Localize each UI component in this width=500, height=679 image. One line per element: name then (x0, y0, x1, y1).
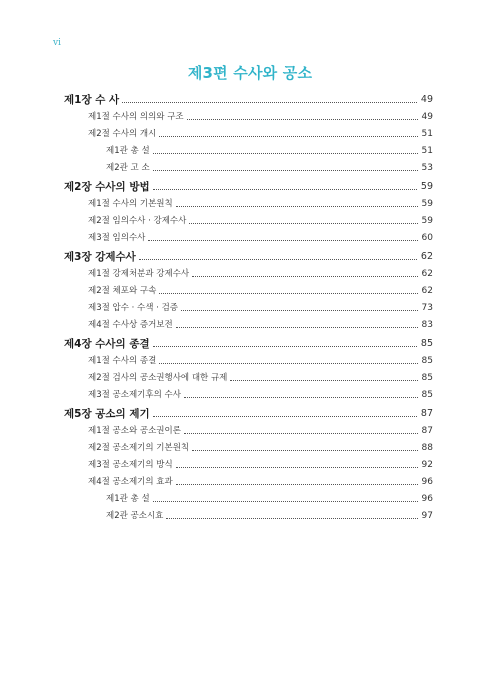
dot-leader (153, 153, 418, 154)
dot-leader (192, 276, 417, 277)
toc-entry-title: 제2절 임의수사 · 강제수사 (88, 216, 187, 226)
toc-entry-title: 제1관 총 설 (106, 146, 150, 156)
toc-page-number: 49 (420, 94, 433, 105)
toc-entry-title: 제1절 강제처분과 강제수사 (88, 269, 190, 279)
toc-entry-title: 제2절 검사의 공소권행사에 대한 규제 (88, 373, 228, 383)
toc-page-number: 97 (421, 511, 433, 521)
toc-page-number: 85 (421, 356, 433, 366)
toc-chapter-entry[interactable] (64, 92, 433, 108)
toc-section-entry[interactable] (64, 283, 433, 299)
toc-entry-title: 제1절 수사의 종결 (88, 356, 157, 366)
toc-page-number: 59 (421, 216, 433, 226)
dot-leader (184, 433, 418, 434)
toc-chapter-entry[interactable] (64, 406, 433, 422)
toc-entry-title: 제4장 수사의 종결 (64, 338, 150, 350)
dot-leader (159, 136, 417, 137)
toc-subsection-entry[interactable] (64, 160, 433, 176)
toc-page-number: 59 (420, 181, 433, 192)
toc-page-number: 62 (420, 251, 433, 262)
toc-section-entry[interactable] (64, 474, 433, 490)
dot-leader (159, 293, 417, 294)
dot-leader (187, 119, 418, 120)
toc-subsection-entry[interactable] (64, 508, 433, 524)
dot-leader (176, 327, 418, 328)
toc-section-entry[interactable] (64, 370, 433, 386)
toc-page-number: 87 (421, 426, 433, 436)
toc-page-number: 88 (421, 443, 433, 453)
dot-leader (181, 310, 418, 311)
toc-section-entry[interactable] (64, 423, 433, 439)
toc-subsection-entry[interactable] (64, 143, 433, 159)
toc-entry-title: 제5장 공소의 제기 (64, 408, 150, 420)
toc-page-number: 87 (420, 408, 433, 419)
dot-leader (139, 259, 417, 260)
dot-leader (192, 450, 417, 451)
toc-entry-title: 제1절 공소와 공소권이론 (88, 426, 181, 436)
dot-leader (153, 170, 418, 171)
dot-leader (153, 346, 417, 347)
toc-chapter-entry[interactable] (64, 249, 433, 265)
toc-section-entry[interactable] (64, 266, 433, 282)
toc-entry-title: 제3절 공소제기의 방식 (88, 460, 173, 470)
toc-entry-title: 제4절 공소제기의 효과 (88, 477, 173, 487)
toc-page-number: 53 (421, 163, 433, 173)
toc-entry-title: 제2절 수사의 개시 (88, 129, 157, 139)
toc-page-number: 96 (421, 477, 433, 487)
toc-section-entry[interactable] (64, 440, 433, 456)
toc-entry-title: 제1절 수사의 의의와 구조 (88, 112, 184, 122)
dot-leader (189, 223, 417, 224)
dot-leader (122, 102, 417, 103)
toc-page-number: 62 (421, 269, 433, 279)
toc-page-number: 51 (421, 129, 433, 139)
toc-page-number: 85 (421, 390, 433, 400)
toc-entry-title: 제3절 압수 · 수색 · 검증 (88, 303, 179, 313)
dot-leader (176, 206, 418, 207)
part-title: 제3편 수사와 공소 (187, 64, 313, 82)
toc-page-number: 73 (421, 303, 433, 313)
toc-entry-title: 제1장 수 사 (64, 94, 120, 106)
toc-page-number: 51 (421, 146, 433, 156)
toc-entry-title: 제2관 공소시효 (106, 511, 164, 521)
toc-section-entry[interactable] (64, 230, 433, 246)
toc-section-entry[interactable] (64, 457, 433, 473)
toc-entry-title: 제2장 수사의 방법 (64, 181, 150, 193)
dot-leader (176, 484, 418, 485)
toc-section-entry[interactable] (64, 126, 433, 142)
dot-leader (153, 416, 417, 417)
toc-page-number: 62 (421, 286, 433, 296)
toc-section-entry[interactable] (64, 213, 433, 229)
toc-page-number: 60 (421, 233, 433, 243)
dot-leader (153, 501, 418, 502)
toc-entry-title: 제1관 총 설 (106, 494, 150, 504)
toc-section-entry[interactable] (64, 353, 433, 369)
toc-subsection-entry[interactable] (64, 491, 433, 507)
toc-section-entry[interactable] (64, 109, 433, 125)
dot-leader (176, 467, 418, 468)
toc-entry-title: 제2절 체포와 구속 (88, 286, 157, 296)
toc-page-number: 85 (421, 373, 433, 383)
dot-leader (159, 363, 417, 364)
toc-section-entry[interactable] (64, 196, 433, 212)
toc-section-entry[interactable] (64, 300, 433, 316)
toc-entry-title: 제3절 공소제기후의 수사 (88, 390, 181, 400)
dot-leader (184, 397, 418, 398)
toc-page-number: 59 (421, 199, 433, 209)
dot-leader (166, 518, 417, 519)
toc-entry-title: 제2관 고 소 (106, 163, 150, 173)
toc-entry-title: 제3장 강제수사 (64, 251, 136, 263)
dot-leader (148, 240, 417, 241)
toc-chapter-entry[interactable] (64, 179, 433, 195)
toc-entry-title: 제4절 수사상 증거보전 (88, 320, 173, 330)
page-number: ⅵ (53, 38, 61, 48)
toc-page-number: 92 (421, 460, 433, 470)
toc-page-number: 49 (421, 112, 433, 122)
dot-leader (230, 380, 417, 381)
dot-leader (153, 189, 417, 190)
toc-entry-title: 제2절 공소제기의 기본원칙 (88, 443, 190, 453)
toc-entry-title: 제1절 수사의 기본원칙 (88, 199, 173, 209)
toc-section-entry[interactable] (64, 387, 433, 403)
toc-section-entry[interactable] (64, 317, 433, 333)
toc-chapter-entry[interactable] (64, 336, 433, 352)
toc-entry-title: 제3절 임의수사 (88, 233, 146, 243)
toc-page-number: 83 (421, 320, 433, 330)
toc-page-number: 96 (421, 494, 433, 504)
toc-page-number: 85 (420, 338, 433, 349)
